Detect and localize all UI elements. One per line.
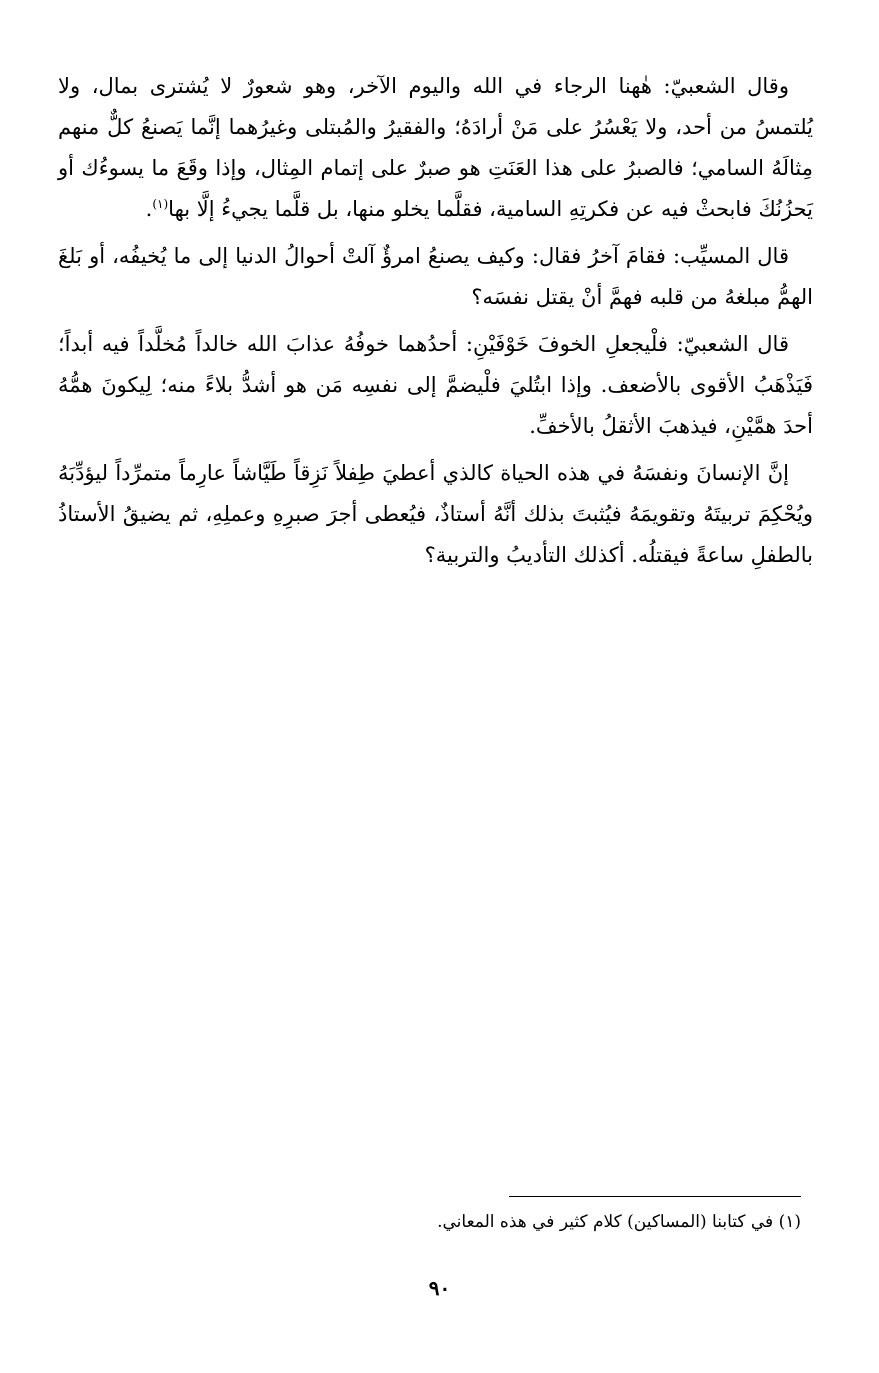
- paragraph-3-text: قال الشعبيّ: فلْيجعلِ الخوفَ خَوْفَيْنِ: أحدُهما خوفُهُ عذابَ الله خالداً مُخلَّداً فيه أبداً؛ فَيَذْهَبُ الأقوى بالأضعف. وإذا ابتُليَ فلْيضمَّ إلى نفسِه مَن هو أشدُّ بلاءً منه؛ لِيكونَ همُّهُ أحدَ همَّيْنِ، فيذهبَ الأثقلُ بالأخفِّ.: [58, 332, 813, 438]
- footnote: [401, 1207, 801, 1237]
- paragraph-4: [58, 453, 813, 576]
- footnote-text: (١) في كتابنا (المساكين) كلام كثير في هذه المعاني.: [437, 1212, 801, 1232]
- paragraph-1: [58, 66, 813, 230]
- paragraph-3: [58, 324, 813, 447]
- paragraph-1-text: وقال الشعبيّ: هٰهنا الرجاء في الله واليوم الآخر، وهو شعورٌ لا يُشترى بمال، ولا يُلتمسُ من أحد، ولا يَعْسُرُ على مَنْ أرادَهُ؛ والفقيرُ والمُبتلى وغيرُهما إنَّما يَصنعُ كلٌّ منهم مِثالَهُ السامي؛ فالصبرُ على هذا العَنَتِ هو صبرٌ على إتمام المِثال، وإذا وقَعَ ما يسوءُك أو يَحزُنُكَ فابحثْ فيه عن فكرتِهِ السامية، فقلَّما يخلو منها، بل قلَّما يجيءُ إلَّا بها: [58, 74, 813, 221]
- paragraph-4-text: إنَّ الإنسانَ ونفسَهُ في هذه الحياة كالذي أعطيَ طِفلاً نَزِقاً طَيَّاشاً عارِماً متمرِّداً ليؤدِّبَهُ ويُحْكِمَ تربيتَهُ وتقويمَهُ فيُثبتَ بذلك أنَّهُ أستاذٌ، فيُعطى أجرَ صبرِهِ وعملِهِ، ثم يضيقُ الأستاذُ بالطفلِ ساعةً فيقتلُه. أكذلك التأديبُ والتربية؟: [58, 461, 813, 567]
- main-text-block: [58, 66, 813, 582]
- paragraph-1-end: .: [145, 197, 153, 221]
- paragraph-2: [58, 236, 813, 318]
- page-number: ٩٠: [428, 1276, 451, 1300]
- footnote-reference: (١): [152, 197, 169, 211]
- paragraph-2-text: قال المسيِّب: فقامَ آخرُ فقال: وكيف يصنعُ امرؤٌ آلتْ أحوالُ الدنيا إلى ما يُخيفُه، أو بَلغَ الهمُّ مبلغهُ من قلبه فهمَّ أنْ يقتل نفسَه؟: [58, 244, 813, 309]
- footnote-divider: [509, 1196, 801, 1197]
